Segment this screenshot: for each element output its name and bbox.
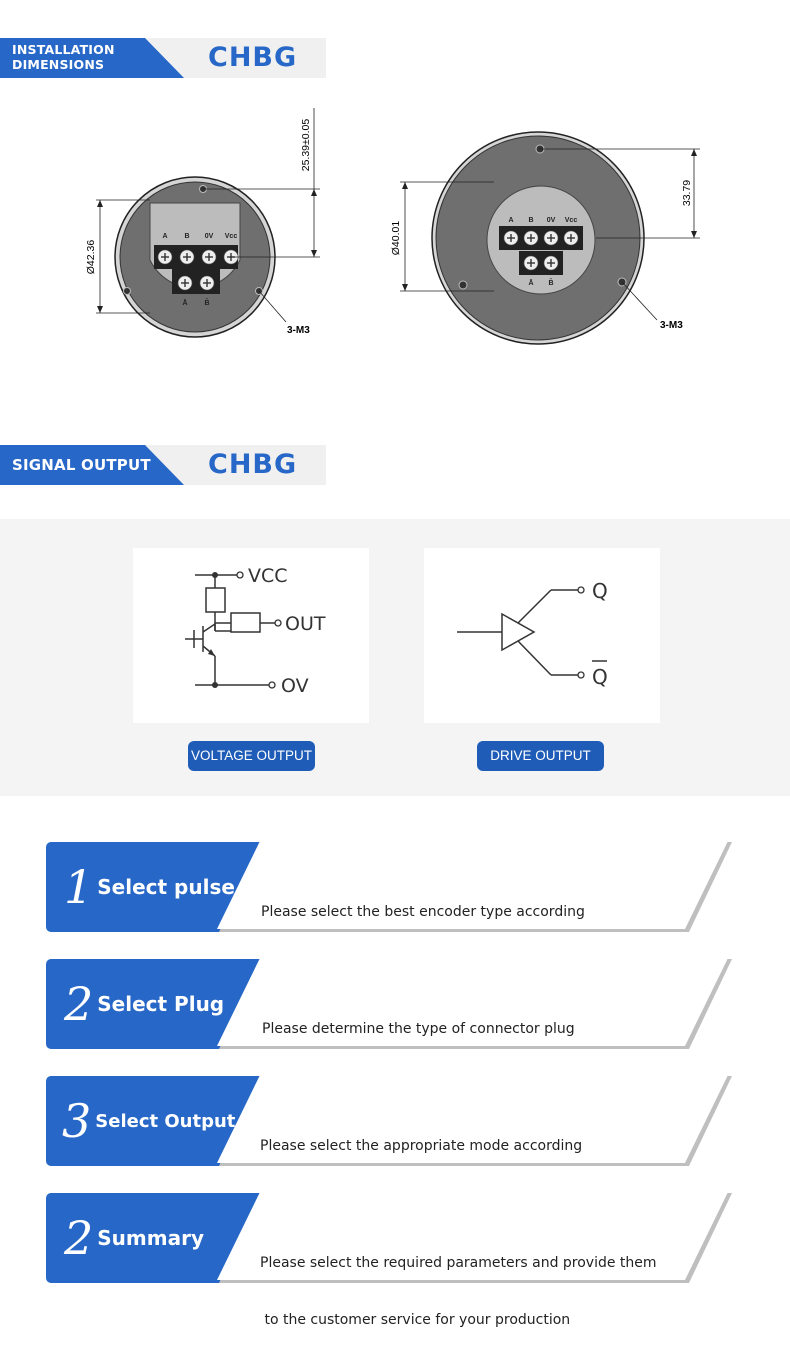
- voltage-circuit: [133, 548, 369, 723]
- q-label: Q: [592, 579, 608, 603]
- encoder-right: [390, 132, 700, 344]
- step-number: 2: [64, 1211, 94, 1265]
- step-select-output: [46, 1075, 736, 1167]
- step-description-line: Please select the required parameters and provide them: [260, 1255, 657, 1271]
- step-number: 1: [64, 860, 94, 914]
- step-description-line: Please select the appropriate mode according: [260, 1138, 583, 1154]
- step-number: 3: [62, 1094, 92, 1148]
- header-label: [12, 42, 115, 72]
- drive-output-button[interactable]: DRIVE OUTPUT: [477, 741, 604, 771]
- vcc-label: VCC: [248, 565, 288, 587]
- voltage-output-diagram: [133, 548, 369, 723]
- step-label: Select pulse: [97, 875, 235, 899]
- step-description-line: to the customer service for your production: [260, 1312, 571, 1328]
- drive-output-diagram: [424, 548, 660, 723]
- step-title: [64, 841, 235, 933]
- pin-label: A: [508, 217, 514, 224]
- out-label: OUT: [285, 613, 326, 635]
- q-bar-label: Q: [592, 665, 608, 689]
- header-label-line2: DIMENSIONS: [12, 57, 105, 72]
- signal-output-band: [0, 519, 790, 796]
- pin-label: Vcc: [564, 217, 578, 224]
- mount-label: 3-M3: [660, 320, 683, 331]
- step-summary: [46, 1192, 736, 1328]
- step-number: 2: [64, 977, 94, 1031]
- step-description-line: Please determine the type of connector plug: [262, 1021, 575, 1037]
- diameter-label: Ø40.01: [390, 220, 402, 256]
- drive-circuit: [424, 548, 660, 723]
- diameter-label: Ø42.36: [85, 239, 97, 275]
- pin-label: B: [184, 233, 190, 240]
- pin-label: Vcc: [224, 233, 238, 240]
- header-label-line1: INSTALLATION: [12, 42, 115, 57]
- pin-label: B̄: [204, 300, 210, 307]
- header-label: SIGNAL OUTPUT: [12, 456, 151, 474]
- pin-label: B: [528, 217, 534, 224]
- height-label: 33.79: [681, 179, 693, 207]
- height-label: 25.39±0.05: [300, 118, 312, 172]
- brand-logo: CHBG: [208, 42, 298, 73]
- pin-label: 0V: [204, 233, 214, 240]
- voltage-output-button[interactable]: VOLTAGE OUTPUT: [188, 741, 315, 771]
- step-label: Summary: [97, 1226, 204, 1250]
- pin-label: 0V: [546, 217, 556, 224]
- step-title: [62, 1075, 235, 1167]
- dimension-drawings: [0, 90, 790, 360]
- pin-label: Ā: [528, 280, 534, 287]
- signal-output-header: [0, 445, 326, 485]
- pin-label: A: [162, 233, 168, 240]
- step-label: Select Output: [95, 1110, 236, 1132]
- step-description-line: Please select the best encoder type according: [261, 904, 585, 920]
- step-label: Select Plug: [97, 992, 225, 1016]
- pin-label: B̄: [548, 280, 554, 287]
- step-description: [260, 1216, 657, 1368]
- brand-logo: CHBG: [208, 449, 298, 480]
- step-title: [64, 958, 224, 1050]
- installation-dimensions-header: [0, 38, 326, 78]
- step-title: [64, 1192, 204, 1284]
- pin-label: Ā: [182, 300, 188, 307]
- step-select-pulse: [46, 841, 736, 933]
- encoder-left: [85, 108, 320, 337]
- mount-label: 3-M3: [287, 325, 310, 336]
- step-select-plug: [46, 958, 736, 1050]
- ov-label: OV: [281, 675, 309, 697]
